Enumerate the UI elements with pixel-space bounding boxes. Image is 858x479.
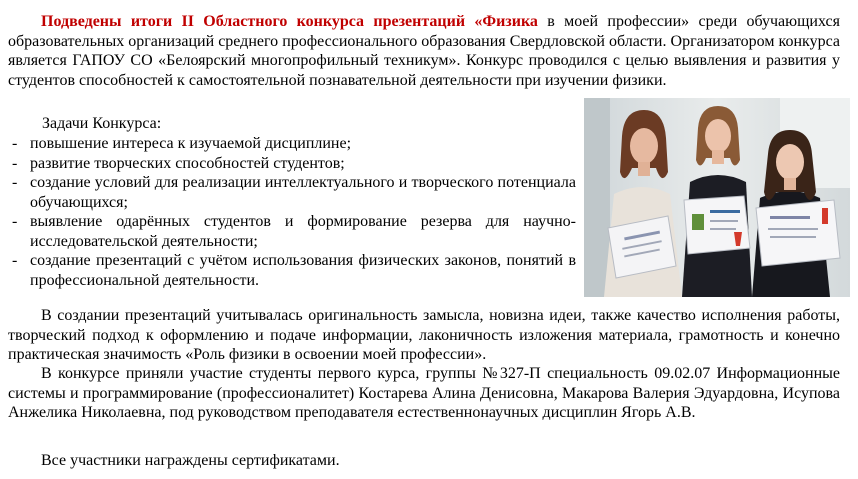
participants-paragraph: В конкурсе приняли участие студенты первого курса, группы №327-П специальность 09.02.07 Информационные системы и программирование (профессионалитет) Костарева Алина Денисовна, Макарова Валерия Эдуардовна, Исупова Анжелика Николаевна, под руководством преподавателя естественнонаучных дисциплин Ягорь А.В. xyxy=(8,365,840,421)
list-item xyxy=(8,212,576,251)
list-item xyxy=(8,154,576,174)
criteria-paragraph: В создании презентаций учитывалась оригинальность замысла, новизна идеи, также качество исполнения работы, творческий подход к оформлению и подаче информации, лаконичность изложения материала, грамотность и конечно практическая значимость «Роль физики в освоении моей профессии». xyxy=(8,307,840,363)
dash-bullet-icon: - xyxy=(12,252,18,269)
list-item xyxy=(8,251,576,290)
list-item-text: создание условий для реализации интеллектуального и творческого потенциала обучающихся; xyxy=(30,174,576,211)
tasks-heading: Задачи Конкурса: xyxy=(42,115,162,132)
intro-text: в моей профессии» среди обучающихся образовательных организаций среднего профессионального образования Свердловской области. Организатором конкурса является ГАПОУ СО «Белоярский многопрофильный техникум». Конкурс проводился с целью выявления и развития у студентов способностей к самостоятельной познавательной деятельности при изучении физики. xyxy=(8,13,840,89)
dash-bullet-icon: - xyxy=(12,213,18,230)
list-item-text: создание презентаций с учётом использования физических законов, понятий в профессиональной деятельности. xyxy=(30,252,576,289)
list-item-text: выявление одарённых студентов и формирование резерва для научно-исследовательской деятельности; xyxy=(30,213,576,250)
intro-paragraph xyxy=(8,12,840,90)
dash-bullet-icon: - xyxy=(12,154,18,172)
list-item xyxy=(8,134,576,154)
awards-paragraph: Все участники награждены сертификатами. xyxy=(41,452,340,469)
tasks-list xyxy=(8,134,576,290)
students-photo xyxy=(584,98,850,297)
list-item xyxy=(8,173,576,212)
list-item-text: развитие творческих способностей студентов; xyxy=(30,154,345,172)
intro-highlight: Подведены итоги II Областного конкурса презентаций «Физика xyxy=(41,13,538,30)
dash-bullet-icon: - xyxy=(12,135,18,152)
list-item-text: повышение интереса к изучаемой дисциплине; xyxy=(30,135,352,152)
students-with-certificates-image xyxy=(584,98,850,297)
dash-bullet-icon: - xyxy=(12,174,18,191)
